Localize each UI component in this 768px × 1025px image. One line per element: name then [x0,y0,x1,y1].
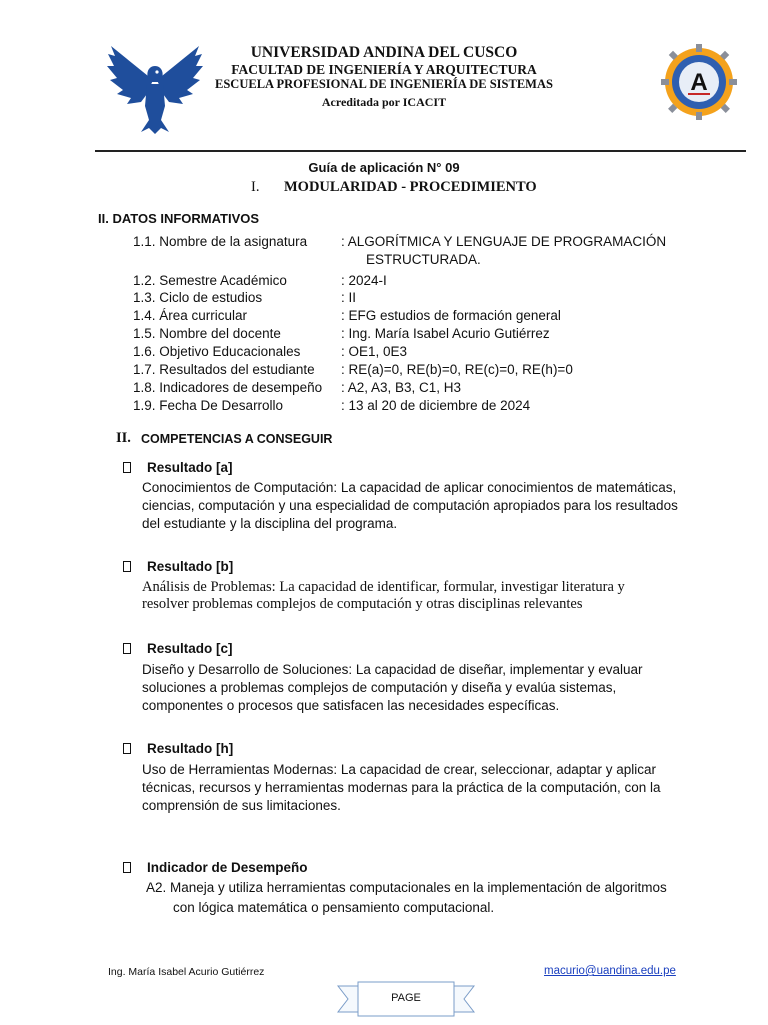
resultado-a-title [123,460,233,475]
dato-label: 1.2. Semestre Académico [133,273,287,288]
dato-label: 1.6. Objetivo Educacionales [133,344,301,359]
page-label: PAGE [391,992,421,1004]
dato-value: : EFG estudios de formación general [341,308,561,323]
resultado-a-text [142,479,717,533]
resultado-h-text [142,761,717,815]
text-line: Uso de Herramientas Modernas: La capacidad de crear, seleccionar, adaptar y aplicar [142,762,657,777]
text-line: Diseño y Desarrollo de Soluciones: La capacidad de diseñar, implementar y evaluar [142,662,643,677]
text-line: técnicas, recursos y herramientas modernas para la práctica de la computación, con la [142,780,661,795]
resultado-label: Resultado [c] [147,641,233,656]
dato-label: 1.7. Resultados del estudiante [133,362,315,377]
dato-label: 1.9. Fecha De Desarrollo [133,398,284,413]
dato-value: : A2, A3, B3, C1, H3 [341,380,462,395]
text-line: Conocimientos de Computación: La capacidad de aplicar conocimientos de matemáticas, [142,480,677,495]
gear-seal-icon [654,42,744,122]
guide-title: Guía de aplicación N° 09 [308,160,460,175]
dato-value: : Ing. María Isabel Acurio Gutiérrez [341,326,550,341]
text-line: soluciones a problemas complejos de computación y diseña y evalúa sistemas, [142,680,617,695]
text-line: resolver problemas complejos de computación y otras disciplinas relevantes [142,596,583,612]
dato-value-cont: ESTRUCTURADA. [366,252,481,267]
datos-heading: II. DATOS INFORMATIVOS [98,211,260,226]
resultado-c-text [142,661,717,715]
text-line: ciencias, computación y una especialidad de computación apropiados para los resultados [142,498,678,513]
dato-value: : 2024-I [341,273,387,288]
dato-value: : OE1, 0E3 [341,344,408,359]
footer-author: Ing. María Isabel Acurio Gutiérrez [108,966,265,978]
dato-value: : II [341,290,357,305]
school-seal [654,42,744,122]
resultado-b-text [142,579,717,613]
bullet-box-icon [123,462,131,473]
resultado-label: Resultado [h] [147,741,234,756]
school-name: ESCUELA PROFESIONAL DE INGENIERÍA DE SISTEMAS [215,77,553,91]
page-banner [336,980,476,1020]
indicador-title [123,860,308,875]
indicador-label: Indicador de Desempeño [147,860,308,875]
dato-value: : RE(a)=0, RE(b)=0, RE(c)=0, RE(h)=0 [341,362,573,377]
dato-label: 1.3. Ciclo de estudios [133,290,263,305]
resultado-b-title [123,559,233,574]
bullet-box-icon [123,643,131,654]
dato-label: 1.1. Nombre de la asignatura [133,234,308,249]
footer-email-link[interactable]: macurio@uandina.edu.pe [544,965,676,977]
seal-letter: A [690,69,708,96]
resultado-label: Resultado [a] [147,460,233,475]
resultado-h-title [123,741,233,756]
text-line: Análisis de Problemas: La capacidad de identificar, formular, investigar literatura y [142,579,625,595]
text-line: comprensión de sus limitaciones. [142,798,341,813]
indicador-line-1: A2. Maneja y utiliza herramientas computacionales en la implementación de algoritmos [146,880,667,895]
bullet-box-icon [123,862,131,873]
text-line: componentes o procesos que satisfacen las necesidades específicas. [142,698,560,713]
dato-value: : ALGORÍTMICA Y LENGUAJE DE PROGRAMACIÓN [341,234,667,249]
indicador-line-2: con lógica matemática o pensamiento computacional. [173,900,495,915]
faculty-name: FACULTAD DE INGENIERÍA Y ARQUITECTURA [231,62,537,77]
competencias-heading: COMPETENCIAS A CONSEGUIR [141,432,333,446]
section-title: MODULARIDAD - PROCEDIMIENTO [284,179,537,195]
resultado-c-title [123,641,233,656]
competencias-numeral: II. [116,430,131,446]
dato-label: 1.5. Nombre del docente [133,326,281,341]
bullet-box-icon [123,561,131,572]
section-numeral: I. [251,179,260,195]
text-line: del estudiante y la disciplina del programa. [142,516,398,531]
dato-label: 1.4. Área curricular [133,308,248,323]
dato-value: : 13 al 20 de diciembre de 2024 [341,398,531,413]
resultado-label: Resultado [b] [147,559,234,574]
bullet-box-icon [123,743,131,754]
accreditation: Acreditada por ICACIT [321,95,447,109]
university-name: UNIVERSIDAD ANDINA DEL CUSCO [250,44,518,61]
header-divider [95,150,746,152]
dato-label: 1.8. Indicadores de desempeño [133,380,323,395]
